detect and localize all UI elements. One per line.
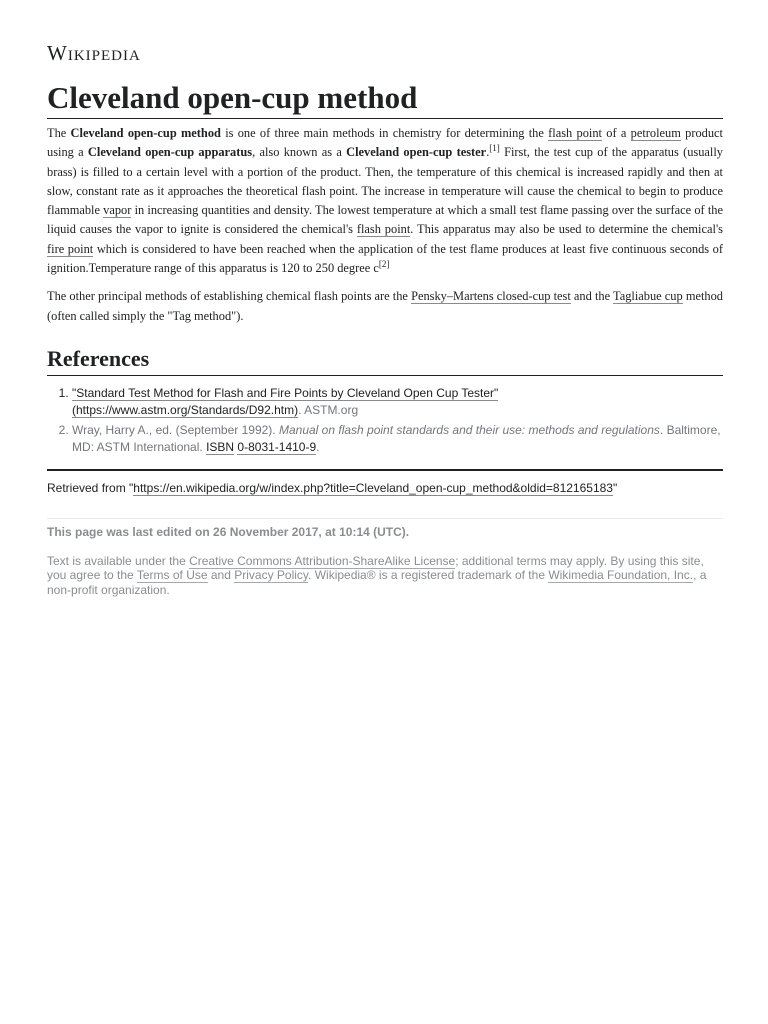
references-list — [47, 385, 723, 457]
page — [47, 0, 723, 597]
text: The other principal methods of establishing chemical flash points are the — [47, 289, 412, 304]
link-privacy-policy[interactable]: Privacy Policy — [234, 568, 309, 583]
link-terms-of-use[interactable]: Terms of Use — [136, 568, 208, 583]
text: and — [207, 568, 235, 583]
link-wikimedia-foundation[interactable]: Wikimedia Foundation, Inc. — [548, 568, 694, 583]
text: . — [316, 440, 320, 455]
article-body — [47, 124, 723, 326]
reference-1-link[interactable]: "Standard Test Method for Flash and Fire Points by Cleveland Open Cup Tester" (https://www.astm.org/Standards/D92.htm) — [72, 385, 499, 418]
permanent-link[interactable]: https://en.wikipedia.org/w/index.php?title=Cleveland_open-cup_method&oldid=812165183 — [133, 480, 613, 495]
text: method (often called simply the "Tag method"). — [47, 289, 723, 323]
reference-1-source: . ASTM.org — [298, 403, 359, 418]
citation-1[interactable]: [1] — [489, 143, 500, 154]
paragraph-1 — [47, 124, 723, 278]
reference-item-1 — [72, 385, 723, 420]
isbn-link[interactable]: ISBN — [206, 440, 235, 455]
page-title: Cleveland open-cup method — [47, 78, 723, 119]
bold-term-apparatus: Cleveland open-cup apparatus — [87, 145, 253, 160]
text: The — [47, 126, 71, 140]
link-tagliabue-cup[interactable]: Tagliabue cup — [613, 289, 683, 304]
link-flash-point[interactable]: flash point — [548, 126, 602, 140]
text: " — [612, 480, 618, 495]
references-heading: References — [47, 344, 723, 376]
isbn-number-link[interactable]: 0-8031-1410-9 — [237, 440, 317, 455]
reference-2-author: Wray, Harry A., ed. (September 1992). — [72, 422, 279, 437]
link-petroleum[interactable]: petroleum — [630, 126, 681, 140]
text: and the — [570, 289, 613, 304]
link-cc-license[interactable]: Creative Commons Attribution-ShareAlike License — [189, 553, 456, 568]
wikipedia-wordmark[interactable]: Wikipedia — [47, 41, 141, 65]
link-flash-point-2[interactable]: flash point — [356, 222, 411, 237]
text: is one of three main methods in chemistry for determining the — [220, 126, 549, 140]
text: product using a — [47, 126, 723, 160]
reference-2-publisher: . Baltimore, MD: ASTM International. — [72, 422, 721, 455]
reference-item-2 — [72, 422, 723, 457]
paragraph-2 — [47, 287, 723, 326]
retrieved-from — [47, 469, 723, 497]
text: . Wikipedia® is a registered trademark of the — [308, 568, 549, 583]
link-fire-point[interactable]: fire point — [47, 241, 94, 256]
text: First, the test cup of the apparatus (usually brass) is filled to a certain level with a portion of the product. Then, the temperature of this chemical is increased rapidly and then at slow, constant rate as it approaches the theoretical flash point. The increase in temperature will cause the chemical to begin to produce flammable — [47, 145, 723, 218]
text: of a — [602, 126, 631, 140]
footer-divider — [47, 518, 723, 519]
link-pensky-martens[interactable]: Pensky–Martens closed-cup test — [411, 289, 571, 304]
text: . This apparatus may also be used to determine the chemical's — [410, 222, 724, 237]
text: , a non-profit organization. — [47, 568, 707, 597]
text: Retrieved from " — [47, 480, 134, 495]
text: ; additional terms may apply. By using this site, you agree to the — [47, 553, 704, 583]
link-vapor[interactable]: vapor — [103, 203, 132, 218]
bold-term-tester: Cleveland open-cup tester — [346, 145, 487, 160]
text: , also known as a — [252, 145, 347, 160]
text: Text is available under the — [47, 553, 190, 568]
text: . — [486, 145, 490, 160]
text: which is considered to have been reached when the application of the test flame produces at least five continuous seconds of ignition.Temperature range of this apparatus is 120 to 250 degree c — [47, 241, 723, 276]
bold-term-method: Cleveland open-cup method — [70, 126, 221, 140]
license-text — [47, 554, 723, 598]
last-edited: This page was last edited on 26 November 2017, at 10:14 (UTC). — [47, 524, 410, 539]
citation-2[interactable]: [2] — [378, 258, 390, 269]
text: in increasing quantities and density. The lowest temperature at which a small test flame passing over the surface of the liquid causes the vapor to ignite is considered the chemical's — [47, 203, 723, 237]
reference-2-title: Manual on flash point standards and their use: methods and regulations — [278, 422, 660, 437]
